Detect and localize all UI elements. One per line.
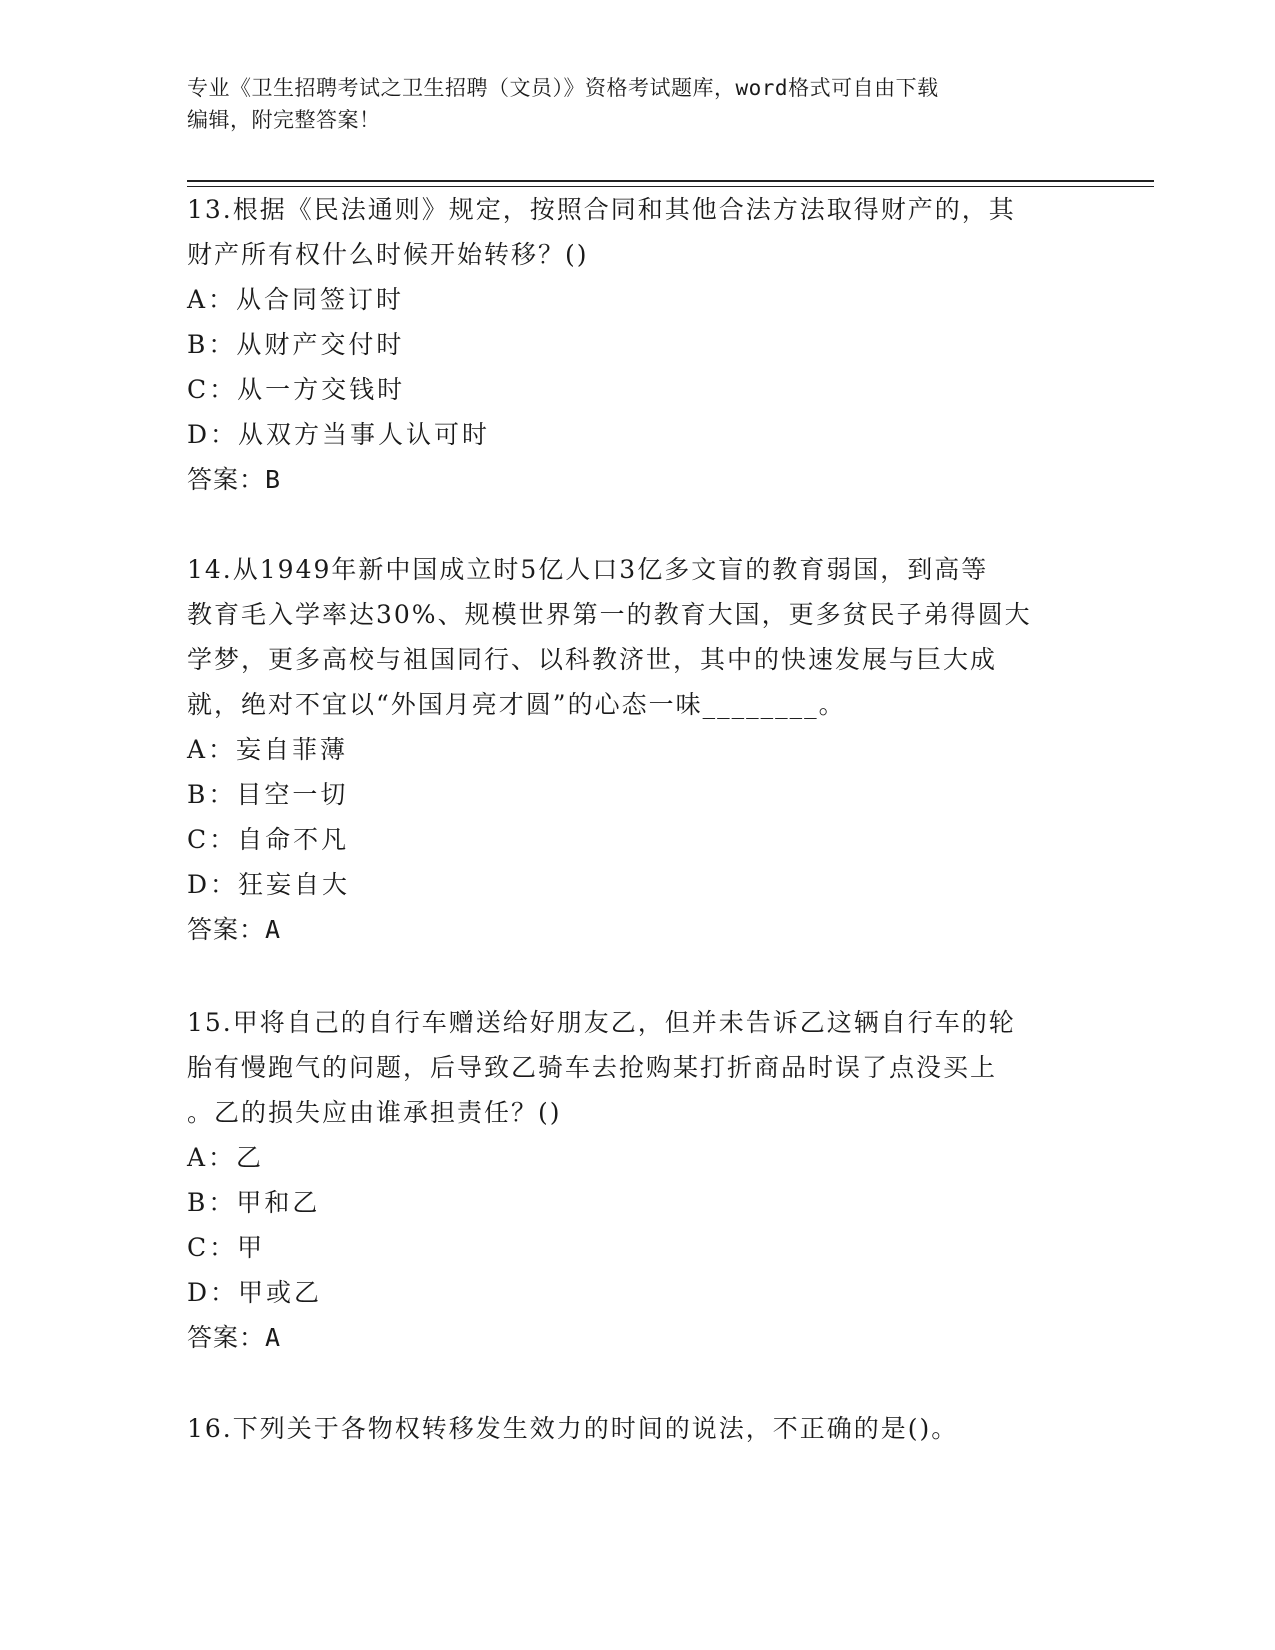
option-c: C：自命不凡 <box>187 825 350 854</box>
question-stem-line: 就，绝对不宜以“外国月亮才圆”的心态一味________。 <box>187 690 846 719</box>
question-15 <box>187 1000 1087 1360</box>
document-header <box>187 72 1067 136</box>
question-stem-line: 财产所有权什么时候开始转移？() <box>187 240 589 269</box>
question-stem-line: 学梦，更多高校与祖国同行、以科教济世，其中的快速发展与巨大成 <box>187 645 998 674</box>
question-13 <box>187 187 1087 502</box>
question-stem-line: 。乙的损失应由谁承担责任？() <box>187 1098 562 1127</box>
option-d: D：甲或乙 <box>187 1278 323 1307</box>
answer-label: 答案： <box>187 465 266 494</box>
answer-line <box>187 457 1087 502</box>
option-b: B：从财产交付时 <box>187 330 405 359</box>
option-c: C：从一方交钱时 <box>187 375 406 404</box>
answer-line <box>187 907 1087 952</box>
question-stem-line: 13.根据《民法通则》规定，按照合同和其他合法方法取得财产的，其 <box>187 195 1016 224</box>
option-b: B：甲和乙 <box>187 1188 321 1217</box>
option-a: A：乙 <box>187 1143 265 1172</box>
answer-label: 答案： <box>187 915 266 944</box>
question-stem-line: 15.甲将自己的自行车赠送给好朋友乙，但并未告诉乙这辆自行车的轮 <box>187 1008 1016 1037</box>
option-b: B：目空一切 <box>187 780 349 809</box>
option-a: A：从合同签订时 <box>187 285 405 314</box>
answer-line <box>187 1315 1087 1360</box>
option-a: A：妄自菲薄 <box>187 735 349 764</box>
answer-value: A <box>265 1323 282 1352</box>
question-stem-line: 胎有慢跑气的问题，后导致乙骑车去抢购某打折商品时误了点没买上 <box>187 1053 998 1082</box>
header-line-1: 专业《卫生招聘考试之卫生招聘（文员）》资格考试题库，word格式可自由下载 <box>187 76 939 100</box>
question-14 <box>187 547 1087 952</box>
option-d: D：狂妄自大 <box>187 870 351 899</box>
question-16 <box>187 1406 1087 1451</box>
question-stem-line: 教育毛入学率达30%、规模世界第一的教育大国，更多贫民子弟得圆大 <box>187 600 1032 629</box>
question-stem-line: 16.下列关于各物权转移发生效力的时间的说法，不正确的是()。 <box>187 1414 959 1443</box>
header-divider-thick <box>187 180 1154 182</box>
question-stem-line: 14.从1949年新中国成立时5亿人口3亿多文盲的教育弱国，到高等 <box>187 555 989 584</box>
option-d: D：从双方当事人认可时 <box>187 420 491 449</box>
answer-label: 答案： <box>187 1323 266 1352</box>
answer-value: A <box>265 915 282 944</box>
header-line-2: 编辑，附完整答案！ <box>187 108 381 132</box>
answer-value: B <box>265 465 282 494</box>
option-c: C：甲 <box>187 1233 266 1262</box>
